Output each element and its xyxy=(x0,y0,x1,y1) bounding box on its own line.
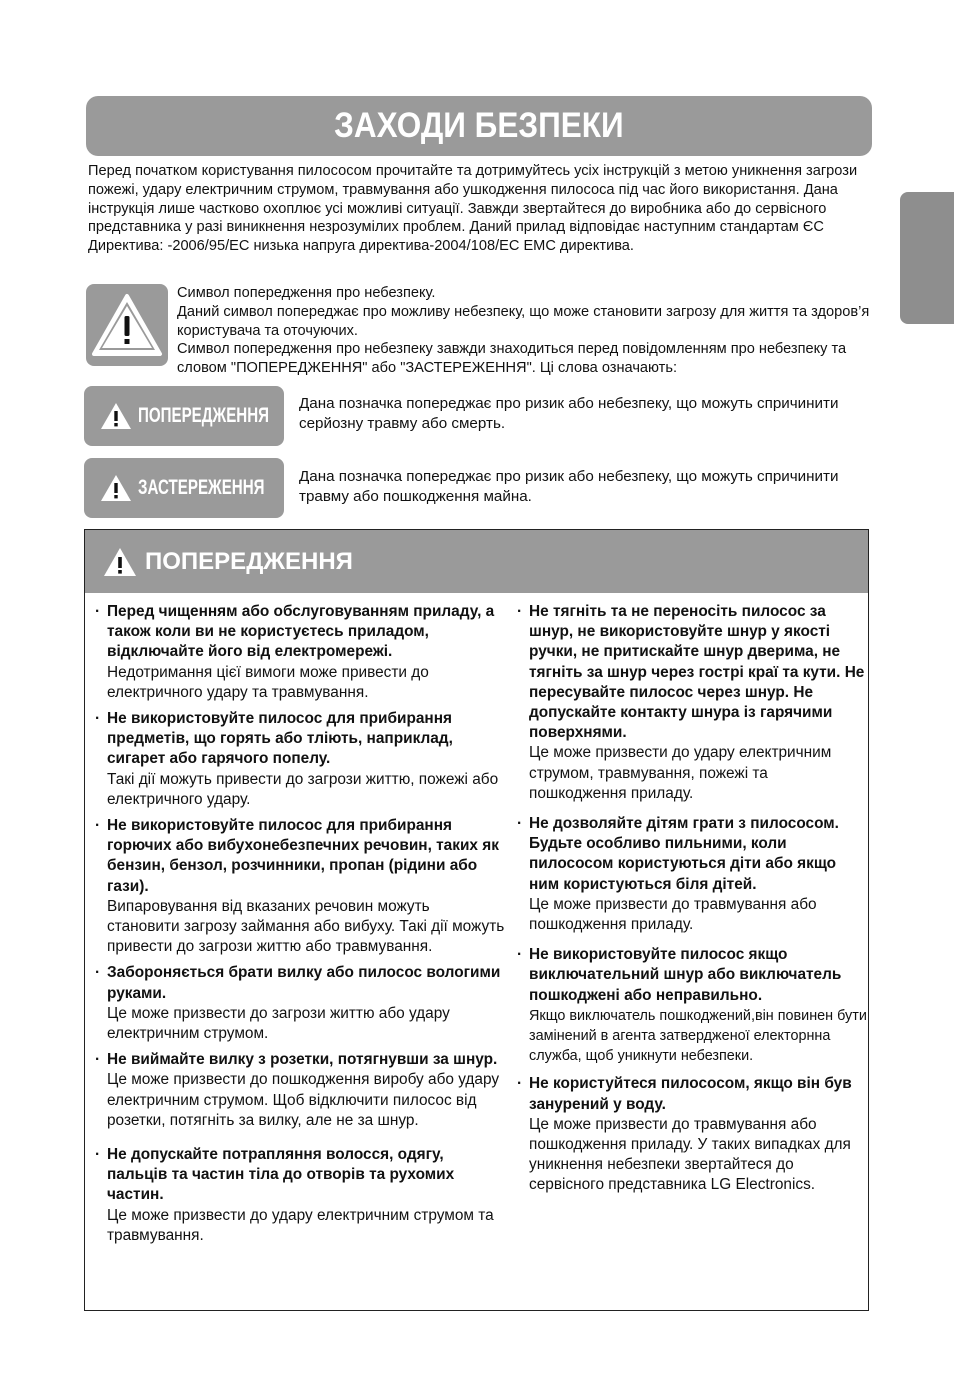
item-bold-text: · Не використовуйте пилосос для прибирання предметів, що горять або тліють, наприклад, сигарет або гарячого попелу. xyxy=(107,710,453,768)
list-item xyxy=(517,1074,869,1195)
item-text: Це може призвести до пошкодження виробу або удару електричним струмом. Щоб відключити пилосос від розетки, потягніть за вилку, але не за шнур. xyxy=(107,1071,500,1129)
page-title-bar xyxy=(86,96,872,156)
item-text: Це може призвести до травмування або пошкодження приладу. xyxy=(529,895,817,934)
item-text: Це може призвести до травмування або пошкодження приладу. У таких випадках для уникнення небезпеки звертайтеся до сервісного представника LG Electronics. xyxy=(529,1115,851,1194)
section-side-tab xyxy=(900,192,954,324)
item-bold-text: · Не виймайте вилку з розетки, потягнувши за шнур. xyxy=(107,1051,498,1069)
item-text: Такі дії можуть привести до загрози життю, пожежі або електричного удару. xyxy=(107,770,499,808)
warning-triangle-icon xyxy=(100,474,132,502)
item-text: Недотримання цієї вимоги може привести до електричного удару та травмування. xyxy=(107,663,429,701)
item-bold-text: · Не користуйтеся пилососом, якщо він був занурений у воду. xyxy=(529,1075,852,1113)
caution-badge-description: Дана позначка попереджає про ризик або небезпеку, що можуть спричинити травму або пошкодження майна. xyxy=(299,468,839,505)
item-text: Це може призвести до удару електричним струмом, травмування, пожежі та пошкодження приладу. xyxy=(529,744,832,802)
item-bold-text: · Не використовуйте пилосос для прибирання горючих або вибухонебезпечних речовин, таких як бензин, бензол, розчинники, пропан (рідини або гази). xyxy=(107,817,499,895)
item-bold-text: · Перед чищенням або обслуговуванням приладу, а також коли ви не користуєтесь приладом, відключайте його від електромережі. xyxy=(107,603,495,661)
warning-panel-title: ПОПЕРЕДЖЕННЯ xyxy=(145,547,353,575)
item-text: Це може призвести до загрози життю або удару електричним струмом. xyxy=(107,1004,450,1043)
page-title: ЗАХОДИ БЕЗПЕКИ xyxy=(334,106,624,145)
warning-right-column xyxy=(517,602,869,1202)
item-bold-text: · Забороняється брати вилку або пилосос вологими руками. xyxy=(107,964,501,1002)
list-item xyxy=(95,1050,505,1131)
item-text: Це може призвести до удару електричним струмом та травмування. xyxy=(107,1206,494,1244)
item-bold-text: · Не дозволяйте дітям грати з пилососом. Будьте особливо пильними, коли пилососом користуються діти або якщо ним користуються біля дітей. xyxy=(529,815,839,893)
list-item xyxy=(95,816,505,957)
symbol-description: Символ попередження про небезпеку. Даний символ попереджає про можливу небезпеку, що може становити загрозу для життя та здоров’я користувача та оточуючих. Символ попередження про небезпеку завжди знаходиться перед повідомленням про небезпеку та словом "ПОПЕРЕДЖЕННЯ" або "ЗАСТЕРЕЖЕННЯ". Ці слова означають: xyxy=(177,285,870,377)
item-text: Випаровування від вказаних речовин можуть становити загрозу займання або вибуху. Такі дії можуть привести до загрози життю або травмування. xyxy=(107,897,505,956)
caution-badge-label: ЗАСТЕРЕЖЕННЯ xyxy=(138,476,265,499)
list-item xyxy=(517,602,869,804)
warning-panel xyxy=(84,529,869,1311)
list-item xyxy=(517,945,869,1066)
list-item xyxy=(95,963,505,1044)
warning-badge-description: Дана позначка попереджає про ризик або небезпеку, що можуть спричинити серйозну травму або смерть. xyxy=(299,395,839,432)
list-item xyxy=(517,814,869,935)
intro-paragraph: Перед початком користування пилососом прочитайте та дотримуйтесь усіх інструкцій з метою уникнення загрози пожежі, удару електричним струмом, травмування або ушкодження пилососа під час його використання. Дана інструкція лише частково охоплює усі можливі ситуації. Завжди звертайтеся до виробника або до сервісного представника у разі виникнення незрозумілих проблем. Даний прилад відповідає наступним стандартам ЄС Директива: -2006/95/EC низька напруга директива-2004/108/EC EMC директива. xyxy=(88,163,858,255)
list-item xyxy=(95,1145,505,1246)
warning-badge-label: ПОПЕРЕДЖЕННЯ xyxy=(138,404,269,427)
warning-triangle-icon xyxy=(86,284,168,366)
item-bold-text: · Не допускайте потрапляння волосся, одягу, пальців та частин тіла до отворів та рухомих частин. xyxy=(107,1146,455,1204)
warning-left-column xyxy=(95,602,505,1252)
list-item xyxy=(95,602,505,703)
warning-triangle-icon xyxy=(103,547,137,577)
list-item xyxy=(95,709,505,810)
caution-badge xyxy=(84,458,284,518)
item-bold-text: · Не використовуйте пилосос якщо виключательний шнур або виключатель пошкоджені або неправильно. xyxy=(529,946,842,1004)
item-bold-text: · Не тягніть та не переносіть пилосос за шнур, не використовуйте шнур у якості ручки, не притискайте шнур дверима, не тягніть за шнур через гострі краї та кути. Не пересувайте пилосос через шнур. Не допускайте контакту шнура із гарячими поверхнями. xyxy=(529,603,865,742)
item-text: Якщо виключатель пошкоджений,він повинен бути замінений в агента затвердженої електорнна служба, щоб уникнути небезпеки. xyxy=(529,1007,867,1065)
warning-triangle-icon xyxy=(100,402,132,430)
warning-panel-header xyxy=(85,530,868,593)
warning-badge xyxy=(84,386,284,446)
